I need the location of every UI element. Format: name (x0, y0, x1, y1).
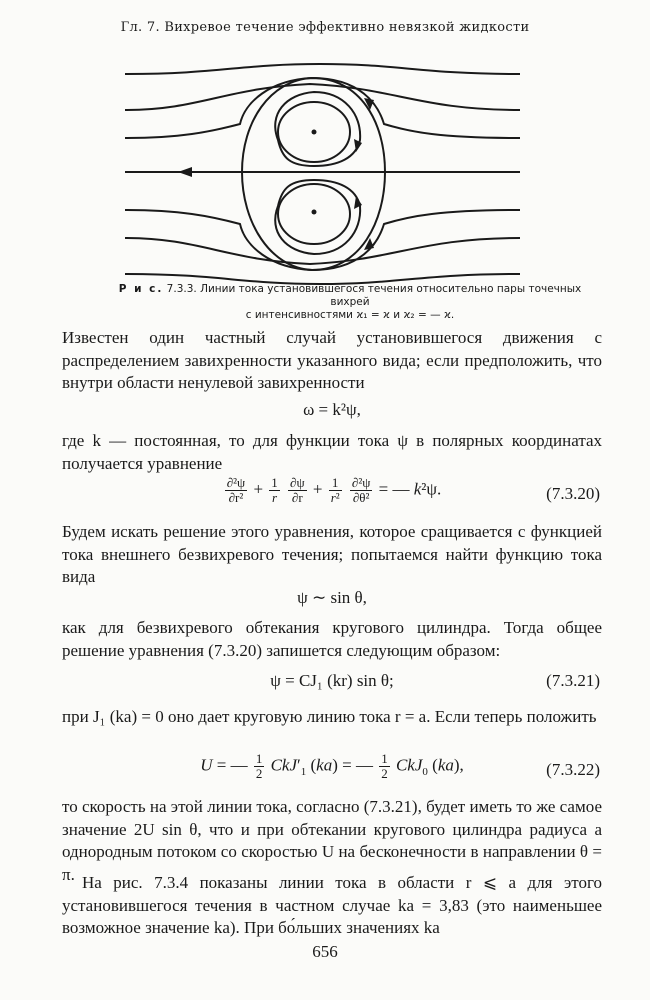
frac-1-r2: $\frac{1}{\text{r²}}$ (330, 475, 340, 505)
equation-7-3-22-body: U = — $\frac{1}{2}$ $CkJ'_1$ (ka) = — $\frac{1}{2}$ CkJ$_0$ (ka), (200, 751, 464, 781)
equation-7-3-22 (62, 752, 602, 788)
frac-d2psi-dr2: $\frac{\text{∂²ψ}}{\text{∂r²}}$ (226, 475, 246, 505)
paragraph-2: где k — постоянная, то для функции тока ψ в полярных координатах получается уравнение (62, 431, 602, 473)
equation-psi-sin-body: ψ ∼ sin θ, (297, 588, 367, 607)
frac-1-r: $\frac{1}{r}$ (271, 475, 278, 505)
paragraph-4: как для безвихревого обтекания кругового цилиндра. Тогда общее решение уравнения (7.3.20) запишется следующим образом: (62, 618, 602, 660)
equation-7-3-22-number: (7.3.22) (546, 760, 600, 779)
paragraph-6: то скорость на этой линии тока, согласно (7.3.21), будет иметь то же самое значение 2U sin θ, что и при обтекании кругового цилиндра радиуса a однородным потоком со скоростью U на бесконечности в направлении θ = π. (62, 797, 602, 884)
equation-7-3-21 (62, 671, 602, 699)
vortex-point-top (312, 130, 317, 135)
separatrix-oval (242, 78, 385, 270)
streamline-outer-bottom-3 (125, 210, 520, 270)
frac-one-half-b: $\frac{1}{2}$ (381, 751, 388, 781)
arrow-centerline-left (178, 167, 192, 177)
caption-label: Р и с. (118, 283, 164, 295)
equation-7-3-20-number: (7.3.20) (546, 484, 600, 503)
frac-dpsi-dr: $\frac{\partial\psi}{\partial r}$ (290, 475, 305, 505)
streamline-outer-top-1 (125, 64, 520, 74)
paragraph-3: Будем искать решение этого уравнения, которое сращивается с функцией тока внешнего безвихревого течения; попытаемся найти функцию тока вида (62, 522, 602, 586)
paragraph-5: при J₁ (ka) = 0 оно дает круговую линию тока r = a. Если теперь положить (62, 707, 597, 726)
caption-text-1: Линии тока установившегося течения относительно пары точечных вихрей (200, 283, 582, 308)
equation-7-3-20 (62, 476, 602, 512)
equation-7-3-20-body: $\frac{\text{∂²ψ}}{\text{∂r²}}$ + $\frac{1}{r}$ $\frac{\partial\psi}{\partial r}$ + $\frac{1}{\text{r²}}$ $\frac{\text{∂²ψ}}{\text{∂θ²}}$ = — k²ψ. (226, 475, 442, 505)
equation-psi-sin (62, 588, 602, 616)
equation-7-3-21-number: (7.3.21) (546, 671, 600, 690)
running-header: Гл. 7. Вихревое течение эффективно невязкой жидкости (120, 20, 530, 35)
streamline-outer-top-2 (125, 84, 520, 110)
paragraph-1 (62, 327, 602, 395)
equation-omega-body: ω = k²ψ, (303, 400, 361, 419)
vortex-point-bottom (312, 210, 317, 215)
vortex-pair-streamlines-diagram (0, 62, 650, 287)
paragraph-7: На рис. 7.3.4 показаны линии тока в области r ⩽ a для этого установившегося течения в частном случае ka = 3,83 (это наименьшее возможное значение ka). При бо́льших значениях ka (62, 873, 602, 937)
paragraph-1-text: Известен один частный случай установившегося движения с распределением завихренности указанного вида; если предположить, что внутри области ненулевой завихренности (62, 328, 602, 392)
equation-7-3-21-body: ψ = CJ₁ (kr) sin θ; (270, 671, 394, 690)
streamline-outer-top-3 (125, 78, 520, 138)
streamline-outer-bottom-2 (125, 238, 520, 264)
frac-d2psi-dtheta2: $\frac{\text{∂²ψ}}{\text{∂θ²}}$ (351, 475, 371, 505)
caption-text-2: с интенсивностями ϰ₁ = ϰ и ϰ₂ = — ϰ. (245, 309, 455, 321)
caption-number: 7.3.3. (166, 283, 197, 295)
figure-caption (100, 283, 600, 322)
frac-one-half-a: $\frac{1}{2}$ (255, 751, 263, 781)
page-number: 656 (312, 942, 338, 961)
equation-omega (62, 400, 602, 428)
streamline-figure (0, 62, 650, 287)
